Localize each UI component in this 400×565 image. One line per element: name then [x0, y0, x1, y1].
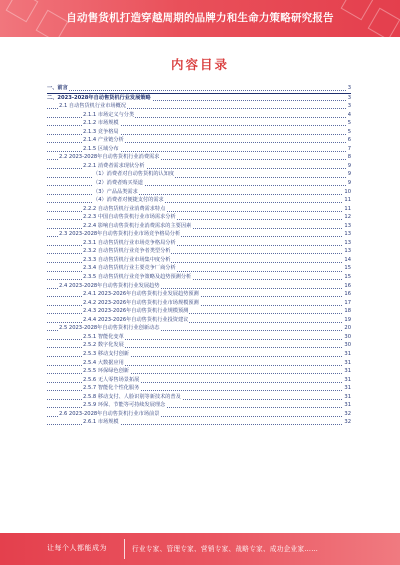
toc-dot-leader	[47, 185, 346, 186]
toc-entry-title: 2.5.2 数字化发展	[83, 342, 124, 349]
toc-entry-title: 2.5.9 环保、节能等可持续发展理念	[83, 402, 166, 409]
toc-entry[interactable]	[47, 153, 351, 162]
toc-entry-page: 11	[344, 205, 351, 212]
toc-entry-page: 3	[347, 103, 351, 110]
toc-entry[interactable]	[47, 282, 351, 291]
toc-entry-title: 2.3 2023-2028年自动售货机行业市场竞争格局分析	[59, 231, 181, 238]
toc-entry-page: 7	[347, 145, 351, 152]
toc-entry-title: （3）产品品类需求	[93, 188, 138, 195]
toc-entry-title: 2.5.6 无人零售场景拓展	[83, 376, 140, 383]
toc-dot-leader	[47, 202, 346, 203]
toc-entry-page: 19	[344, 316, 351, 323]
toc-entry[interactable]	[47, 384, 351, 393]
toc-entry-title: 2.3.3 自动售货机行业市场集中度分析	[83, 256, 171, 263]
toc-entry-page: 8	[347, 154, 351, 161]
toc-entry-page: 32	[344, 419, 351, 426]
toc-entry-title: 2.2.4 影响自动售货机行业消费需求的主要因素	[83, 222, 192, 229]
toc-entry-page: 16	[344, 291, 351, 298]
toc-entry-page: 32	[344, 410, 351, 417]
toc-entry-title: 2.4.4 2023-2026年自动售货机行业投资建议	[83, 316, 189, 323]
table-of-contents	[47, 84, 351, 427]
toc-entry-page: 20	[344, 325, 351, 332]
toc-entry[interactable]	[47, 179, 351, 188]
toc-entry[interactable]	[47, 188, 351, 197]
toc-entry[interactable]	[47, 324, 351, 333]
toc-entry-title: 二、2023-2028年自动售货机行业发展策略	[47, 94, 151, 101]
toc-entry-title: 2.4 2023-2028年自动售货机行业发展趋势	[59, 282, 160, 289]
toc-entry-title: 2.1.1 市场定义与分类	[83, 111, 135, 118]
toc-entry-page: 11	[344, 197, 351, 204]
toc-entry[interactable]	[47, 307, 351, 316]
toc-entry[interactable]	[47, 247, 351, 256]
toc-entry-title: （2）消费者购买渠道	[93, 180, 143, 187]
toc-entry-title: 2.2.1 消费者需求现状分析	[83, 162, 145, 169]
toc-entry[interactable]	[47, 111, 351, 120]
toc-entry-page: 13	[344, 248, 351, 255]
toc-entry-title: 2.2 2023-2028年自动售货机行业消费需求	[59, 154, 160, 161]
toc-entry[interactable]	[47, 273, 351, 282]
toc-entry-page: 6	[347, 137, 351, 144]
footer-tagline: 行业专家、管理专家、营销专家、战略专家、成功企业家……	[132, 545, 319, 553]
toc-entry[interactable]	[47, 341, 351, 350]
toc-entry[interactable]	[47, 376, 351, 385]
toc-entry-page: 16	[344, 282, 351, 289]
toc-entry-page: 30	[344, 333, 351, 340]
toc-entry-title: 2.6.1 市场规模	[83, 419, 119, 426]
toc-entry-title: 2.3.2 自动售货机行业竞争者类型分析	[83, 248, 171, 255]
toc-entry[interactable]	[47, 93, 351, 103]
toc-entry-page: 13	[344, 239, 351, 246]
toc-heading: 内容目录	[170, 57, 229, 72]
toc-entry[interactable]	[47, 84, 351, 93]
toc-entry-page: 31	[344, 350, 351, 357]
toc-entry[interactable]	[47, 162, 351, 171]
toc-entry-title: （1）消费者对自动售货机的认知度	[93, 171, 175, 178]
toc-entry-title: 2.4.1 2023-2026年自动售货机行业发展趋势预测	[83, 291, 199, 298]
toc-entry[interactable]	[47, 393, 351, 402]
toc-entry-title: （4）消费者对便捷支付的需求	[93, 197, 164, 204]
toc-entry-page: 18	[344, 308, 351, 315]
toc-entry-title: 2.4.3 2023-2026年自动售货机行业规模预测	[83, 308, 189, 315]
toc-entry-title: 2.6 2023-2028年自动售货机行业市场前景	[59, 410, 160, 417]
toc-entry-title: 2.5.1 智能化变革	[83, 333, 124, 340]
footer-banner	[0, 533, 400, 565]
toc-entry-title: 2.3.1 自动售货机行业市场竞争格局分析	[83, 239, 176, 246]
toc-entry-title: 2.1.2 市场规模	[83, 120, 119, 127]
toc-entry-page: 31	[344, 393, 351, 400]
toc-entry-page: 13	[344, 222, 351, 229]
toc-entry-page: 31	[344, 376, 351, 383]
toc-entry[interactable]	[47, 410, 351, 419]
toc-entry-page: 31	[344, 402, 351, 409]
toc-entry-page: 31	[344, 368, 351, 375]
toc-entry[interactable]	[47, 222, 351, 231]
toc-entry[interactable]	[47, 290, 351, 299]
toc-entry[interactable]	[47, 359, 351, 368]
toc-dot-leader	[47, 90, 346, 91]
toc-entry-page: 9	[347, 171, 351, 178]
toc-entry[interactable]	[47, 136, 351, 145]
toc-entry[interactable]	[47, 102, 351, 111]
toc-entry-page: 30	[344, 342, 351, 349]
toc-entry-title: 2.2.2 自动售货机行业消费需求特点	[83, 205, 166, 212]
toc-dot-leader	[47, 194, 346, 195]
header-banner	[0, 0, 400, 37]
footer-divider	[124, 539, 125, 559]
toc-entry-page: 31	[344, 359, 351, 366]
toc-dot-leader	[47, 177, 346, 178]
toc-entry-title: 2.1.3 竞争格局	[83, 128, 119, 135]
toc-entry[interactable]	[47, 128, 351, 137]
toc-entry-page: 31	[344, 385, 351, 392]
toc-entry[interactable]	[47, 299, 351, 308]
toc-entry-title: 2.1.4 产业链分析	[83, 137, 124, 144]
toc-entry[interactable]	[47, 170, 351, 179]
toc-entry-title: 2.1.5 区域分布	[83, 145, 119, 152]
toc-entry-page: 4	[347, 111, 351, 118]
toc-entry[interactable]	[47, 256, 351, 265]
toc-entry[interactable]	[47, 205, 351, 214]
toc-entry[interactable]	[47, 333, 351, 342]
toc-entry-title: 一、前言	[47, 85, 68, 91]
toc-entry[interactable]	[47, 119, 351, 128]
report-title: 自动售货机打造穿越周期的品牌力和生命力策略研究报告	[66, 12, 334, 24]
toc-entry-title: 2.3.4 自动售货机行业主要竞争厂商分析	[83, 265, 176, 272]
toc-entry[interactable]	[47, 196, 351, 205]
toc-entry-page: 15	[344, 265, 351, 272]
toc-entry-page: 10	[344, 188, 351, 195]
toc-entry-page: 3	[347, 85, 351, 91]
toc-entry-page: 13	[344, 231, 351, 238]
toc-entry-page: 5	[347, 128, 351, 135]
toc-entry[interactable]	[47, 418, 351, 427]
toc-entry-title: 2.5.7 智能化个性化服务	[83, 385, 140, 392]
toc-entry-title: 2.5 2023-2028年自动售货机行业创新动态	[59, 325, 160, 332]
toc-entry[interactable]	[47, 264, 351, 273]
toc-entry-page: 12	[344, 214, 351, 221]
toc-entry-title: 2.5.4 大数据应用	[83, 359, 124, 366]
toc-entry[interactable]	[47, 367, 351, 376]
toc-entry[interactable]	[47, 145, 351, 154]
toc-entry[interactable]	[47, 350, 351, 359]
toc-entry-title: 2.2.3 中国自动售货机行业市场需求分析	[83, 214, 176, 221]
toc-entry-title: 2.5.5 环保绿色创新	[83, 368, 129, 375]
footer-slogan: 让每个人都能成为	[47, 544, 107, 552]
toc-entry[interactable]	[47, 213, 351, 222]
toc-entry-title: 2.5.8 移动支付、人脸识别等新技术的普及	[83, 393, 181, 400]
toc-entry-title: 2.1 自动售货机行业市场概况	[59, 103, 126, 110]
toc-entry-page: 5	[347, 120, 351, 127]
toc-entry[interactable]	[47, 401, 351, 410]
toc-entry-page: 9	[347, 162, 351, 169]
toc-entry-page: 15	[344, 274, 351, 281]
toc-entry-title: 2.5.3 移动支付创新	[83, 350, 129, 357]
toc-entry[interactable]	[47, 230, 351, 239]
toc-entry[interactable]	[47, 316, 351, 325]
toc-entry-title: 2.4.2 2023-2026年自动售货机行业市场规模预测	[83, 299, 199, 306]
toc-entry-page: 17	[344, 299, 351, 306]
toc-entry-page: 9	[347, 180, 351, 187]
toc-entry-page: 14	[344, 256, 351, 263]
toc-entry[interactable]	[47, 239, 351, 248]
toc-entry-page: 3	[347, 94, 351, 101]
toc-entry-title: 2.3.5 自动售货机行业竞争策略及趋势预测分析	[83, 274, 192, 281]
